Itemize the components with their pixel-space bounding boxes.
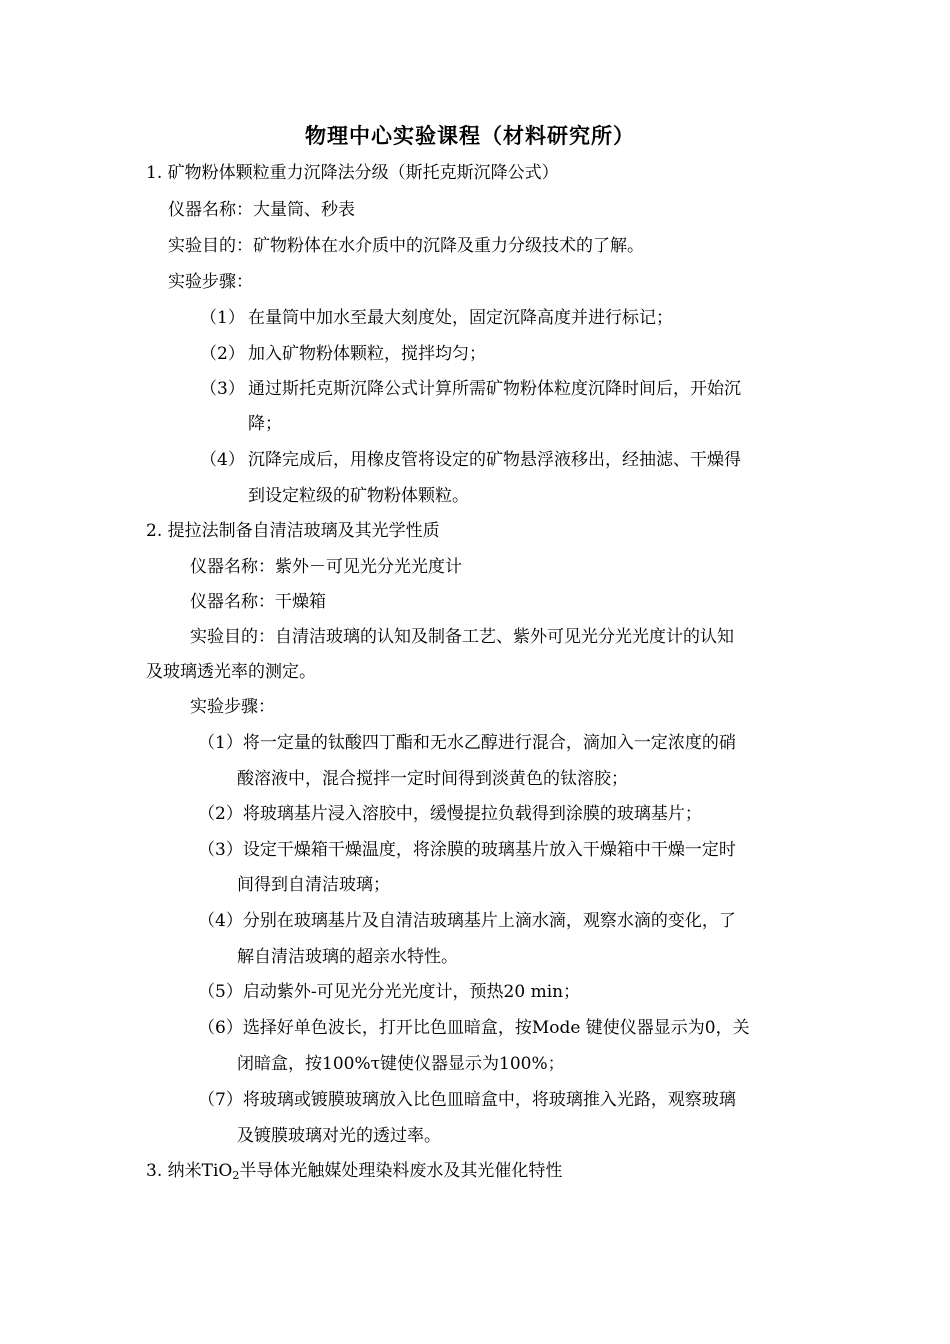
section2-step: （5）启动紫外-可见光分光光度计，预热20 min； — [198, 982, 581, 1002]
section2-step-cont: 闭暗盒，按100%τ键使仪器显示为100%； — [237, 1054, 565, 1074]
section1-heading: 1. 矿物粉体颗粒重力沉降法分级（斯托克斯沉降公式） — [146, 163, 559, 183]
section2-step: （2）将玻璃基片浸入溶胶中，缓慢提拉负载得到涂膜的玻璃基片； — [198, 804, 702, 824]
section1-step-text: 在量筒中加水至最大刻度处，固定沉降高度并进行标记； — [248, 308, 673, 328]
section1-step-text-cont: 到设定粒级的矿物粉体颗粒。 — [248, 486, 469, 506]
section3-heading-prefix: 3. 纳米TiO — [146, 1161, 233, 1181]
section1-step-text: 加入矿物粉体颗粒，搅拌均匀； — [248, 344, 486, 364]
section2-step: （6）选择好单色波长，打开比色皿暗盒，按Mode 键使仪器显示为0，关 — [198, 1018, 750, 1038]
section1-step-text-cont: 降； — [248, 414, 282, 434]
section2-step-cont: 酸溶液中，混合搅拌一定时间得到淡黄色的钛溶胶； — [237, 769, 628, 789]
section2-purpose-cont: 及玻璃透光率的测定。 — [146, 662, 316, 682]
section2-step: （7）将玻璃或镀膜玻璃放入比色皿暗盒中，将玻璃推入光路，观察玻璃 — [198, 1090, 736, 1110]
section2-step: （3）设定干燥箱干燥温度，将涂膜的玻璃基片放入干燥箱中干燥一定时 — [198, 840, 736, 860]
section2-purpose: 实验目的：自清洁玻璃的认知及制备工艺、紫外可见光分光光度计的认知 — [190, 627, 734, 647]
section2-instrument: 仪器名称：紫外－可见光分光光度计 — [190, 557, 462, 577]
section2-heading: 2. 提拉法制备自清洁玻璃及其光学性质 — [146, 521, 440, 541]
section1-steps-label: 实验步骤： — [168, 272, 253, 292]
section1-instrument: 仪器名称：大量筒、秒表 — [168, 200, 355, 220]
section3-heading-subscript: 2 — [232, 1169, 240, 1182]
section2-step: （4）分别在玻璃基片及自清洁玻璃基片上滴水滴，观察水滴的变化，了 — [198, 911, 736, 931]
section1-step-text: 沉降完成后，用橡皮管将设定的矿物悬浮液移出，经抽滤、干燥得 — [248, 450, 741, 470]
section2-steps-label: 实验步骤： — [190, 697, 275, 717]
section1-step-number: （4） — [200, 450, 245, 470]
section2-step-cont: 解自清洁玻璃的超亲水特性。 — [237, 947, 458, 967]
section2-instrument: 仪器名称：干燥箱 — [190, 592, 326, 612]
section2-step-cont: 间得到自清洁玻璃； — [237, 875, 390, 895]
section1-purpose: 实验目的：矿物粉体在水介质中的沉降及重力分级技术的了解。 — [168, 236, 644, 256]
section1-step-number: （1） — [200, 308, 245, 328]
section2-step: （1）将一定量的钛酸四丁酯和无水乙醇进行混合，滴加入一定浓度的硝 — [198, 733, 736, 753]
section3-heading — [146, 1159, 562, 1188]
section1-step-number: （2） — [200, 344, 245, 364]
page-title: 物理中心实验课程（材料研究所） — [305, 123, 635, 148]
section2-step-cont: 及镀膜玻璃对光的透过率。 — [237, 1126, 441, 1146]
section1-step-text: 通过斯托克斯沉降公式计算所需矿物粉体粒度沉降时间后，开始沉 — [248, 379, 741, 399]
section1-step-number: （3） — [200, 379, 245, 399]
section3-heading-suffix: 半导体光触媒处理染料废水及其光催化特性 — [239, 1161, 563, 1181]
